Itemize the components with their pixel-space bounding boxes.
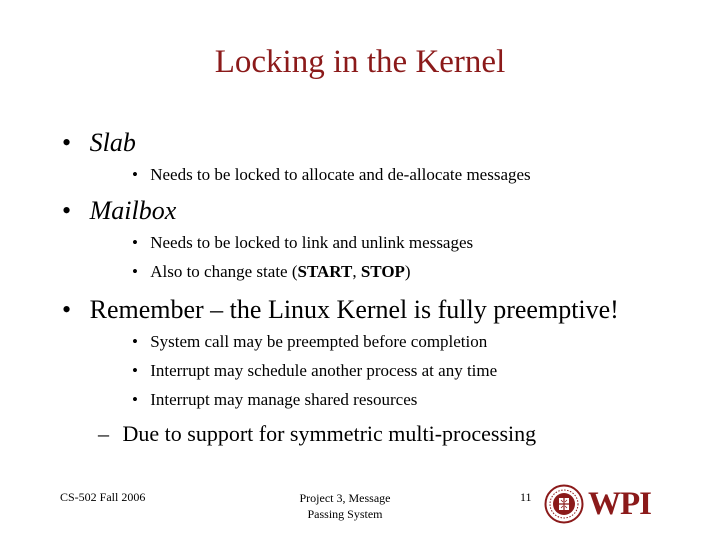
bullet-marker: • [132,165,138,184]
page-number: 11 [520,490,532,504]
bullet-marker: • [62,295,72,324]
sub-bullet-text: Needs to be locked to allocate and de-allocate messages [150,165,531,184]
wpi-logo-text: WPI [588,486,651,522]
footer-course: CS-502 Fall 2006 [60,490,146,504]
bullet-marker: • [62,128,72,157]
bullet-marker: • [132,390,138,409]
wpi-logo [544,484,651,528]
footer-project-line2: Passing System [307,507,383,521]
footer-project [280,490,410,522]
dash-item-smp [98,421,536,447]
sub-bullet-remember-2 [132,361,497,381]
bullet-remember-text: Remember – the Linux Kernel is fully preemptive! [89,295,619,324]
sub-bullet-text: Interrupt may manage shared resources [150,390,418,409]
bullet-remember [62,295,619,325]
bullet-marker: • [132,233,138,252]
slide-title: Locking in the Kernel [214,44,506,80]
bullet-mailbox-label: Mailbox [89,196,177,225]
bullet-marker: • [132,332,138,351]
sub-bullet-mailbox-1 [132,233,473,253]
state-separator: , [352,262,361,281]
bullet-marker: • [132,361,138,380]
state-start: START [297,262,353,281]
sub-bullet-text [150,262,410,281]
sub-bullet-mailbox-2 [132,262,411,282]
sub-bullet-remember-1 [132,332,487,352]
state-prefix: Also to change state ( [150,262,298,281]
bullet-marker: • [62,196,72,225]
state-suffix: ) [404,262,411,281]
dash-marker: – [98,421,109,446]
footer-project-line1: Project 3, Message [299,491,391,505]
bullet-slab [62,128,136,158]
state-stop: STOP [360,262,405,281]
wpi-seal-icon [544,484,584,524]
sub-bullet-slab-1 [132,165,531,185]
sub-bullet-remember-3 [132,390,417,410]
dash-item-text: Due to support for symmetric multi-processing [122,421,537,446]
sub-bullet-text: Interrupt may schedule another process at any time [150,361,498,380]
bullet-mailbox [62,196,176,226]
bullet-slab-label: Slab [89,128,136,157]
sub-bullet-text: System call may be preempted before completion [150,332,488,351]
bullet-marker: • [132,262,138,281]
sub-bullet-text: Needs to be locked to link and unlink messages [150,233,474,252]
